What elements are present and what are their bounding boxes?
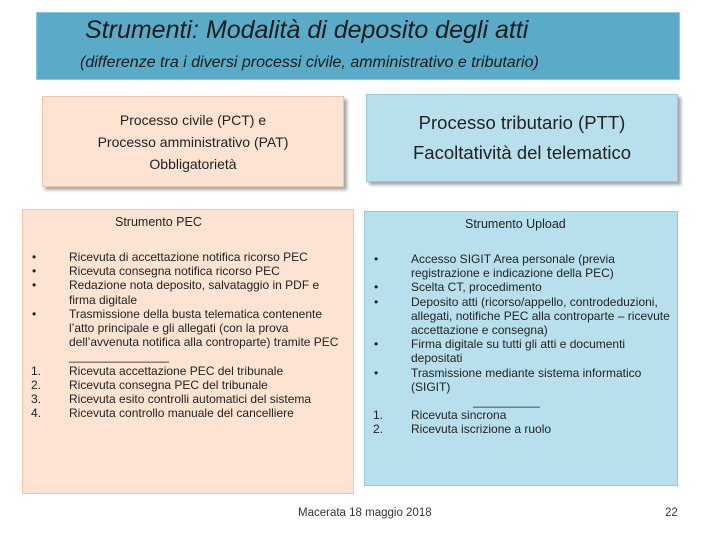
list-number: 4. [31, 406, 42, 421]
list-item [31, 307, 349, 350]
list-item-text: Ricevuta sincrona [411, 408, 507, 423]
bullet-icon: • [32, 306, 37, 321]
right-heading-line: Facoltatività del telematico [413, 142, 631, 163]
list-number: 2. [31, 377, 42, 392]
bullet-icon: • [32, 264, 37, 279]
bullet-icon: • [374, 294, 379, 309]
list-item-text: Deposito atti (ricorso/appello, controdeduzioni, allegati, notifiche PEC alla controparte – ricevute accettazione e consegna) [411, 294, 670, 338]
left-panel-pec [22, 209, 354, 494]
list-item [31, 278, 349, 306]
list-item-text: Scelta CT, procedimento [411, 280, 542, 295]
page-number: 22 [665, 507, 678, 519]
bullet-icon: • [32, 278, 37, 293]
separator-line: _______________ [69, 349, 170, 364]
list-item [373, 422, 675, 436]
left-panel-heading: Strumento PEC [115, 215, 202, 229]
list-item-text: Ricevuta iscrizione a ruolo [411, 422, 552, 437]
slide-subtitle: (differenze tra i diversi processi civile, amministrativo e tributario) [80, 54, 539, 71]
bullet-icon: • [374, 280, 379, 295]
right-heading-box [366, 94, 678, 182]
list-item [373, 408, 675, 422]
list-item [31, 406, 349, 420]
list-item-text: Redazione nota deposito, salvataggio in PDF e firma digitale [69, 278, 320, 307]
bullet-icon: • [374, 365, 379, 380]
list-item [31, 264, 349, 278]
separator-line: __________ [473, 394, 540, 409]
left-heading-line: Obbligatorietà [149, 155, 237, 172]
list-item [373, 252, 675, 280]
footer-date: Macerata 18 maggio 2018 [298, 507, 432, 519]
left-heading-box [42, 96, 344, 187]
left-heading-line: Processo amministrativo (PAT) [97, 133, 289, 150]
list-item-text: Ricevuta di accettazione notifica ricorso PEC [69, 250, 308, 264]
left-heading-line: Processo civile (PCT) e [119, 111, 267, 128]
left-panel-list [31, 250, 349, 420]
right-panel-upload [364, 211, 678, 486]
slide-title: Strumenti: Modalità di deposito degli atti [85, 16, 529, 44]
right-heading-line: Processo tributario (PTT) [418, 112, 626, 133]
list-item [373, 295, 675, 338]
list-item-text: Accesso SIGIT Area personale (previa registrazione e indicazione della PEC) [411, 252, 615, 281]
list-item [31, 250, 349, 264]
list-number: 1. [373, 408, 384, 423]
list-item-text: Ricevuta esito controlli automatici del sistema [69, 392, 312, 407]
list-item-text: Firma digitale su tutti gli atti e documenti depositati [411, 337, 626, 366]
list-item-text: Ricevuta consegna PEC del tribunale [69, 377, 268, 392]
bullet-icon: • [374, 252, 379, 266]
list-item [31, 364, 349, 378]
list-item [373, 366, 675, 394]
bullet-icon: • [374, 337, 379, 352]
list-item-text: Ricevuta consegna notifica ricorso PEC [69, 264, 280, 279]
list-item [373, 337, 675, 365]
list-number: 2. [373, 422, 384, 437]
list-item [31, 378, 349, 392]
right-panel-heading: Strumento Upload [465, 217, 566, 231]
list-number: 3. [31, 392, 42, 407]
list-item-text: Trasmissione mediante sistema informatico (SIGIT) [411, 365, 642, 394]
list-item-text: Ricevuta controllo manuale del cancelliere [69, 406, 294, 421]
list-number: 1. [31, 363, 42, 378]
right-panel-list [373, 252, 675, 437]
list-item-text: Ricevuta accettazione PEC del tribunale [69, 363, 284, 378]
bullet-icon: • [32, 250, 37, 264]
list-item-text: Trasmissione della busta telematica contenente l’atto principale e gli allegati (con la prova dell’avvenuta notifica alla controparte) tramite PEC [69, 306, 339, 350]
list-item [31, 392, 349, 406]
list-item [373, 280, 675, 294]
